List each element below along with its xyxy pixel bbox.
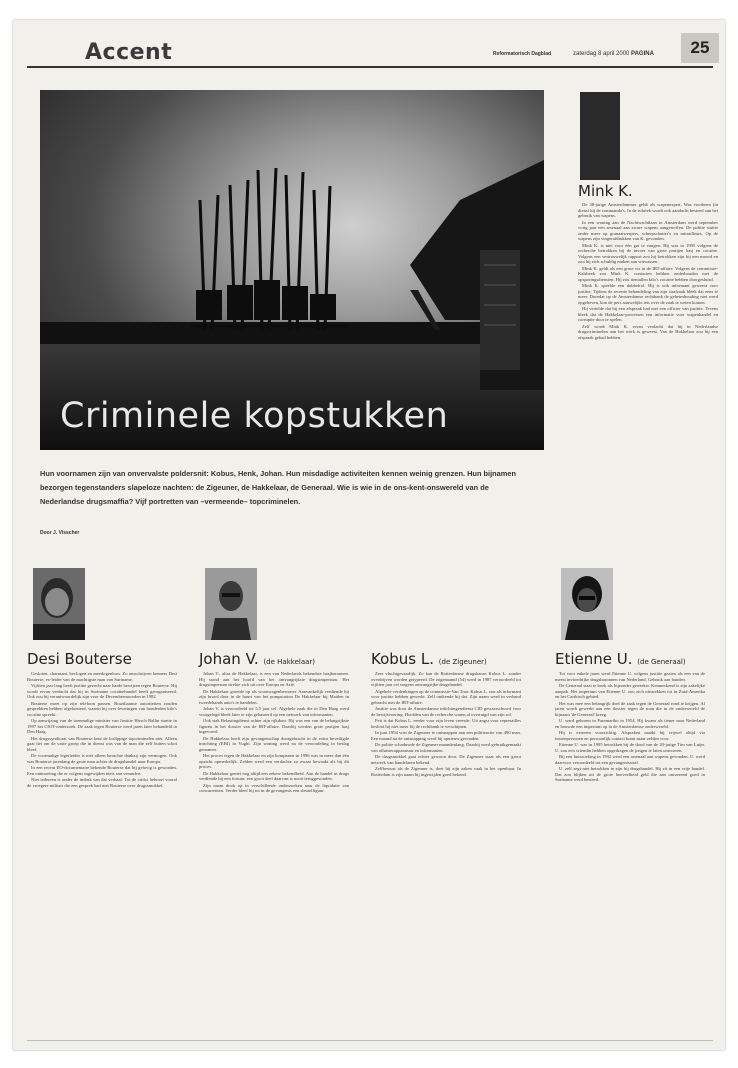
newspaper-name: Reformatorisch Dagblad: [493, 51, 552, 57]
profile-column: [199, 568, 349, 1026]
page-number: 25: [681, 33, 719, 63]
kobus-l-portrait: [377, 568, 429, 640]
profile-column: [27, 568, 177, 1026]
profile-column: [371, 568, 521, 1026]
profile-paragraph: Hij is extreem voorzichtig. Afspraken maakt hij vrijwel altijd via tussenpersonen en persoonlijk contact komt maar zelden voor.: [555, 730, 705, 741]
profile-name: [555, 650, 705, 668]
profile-paragraph: De voormalige legerleider is niet alleen beruchte dankzij zijn vermogen. Ook was Bouterse jarenlang de grote man achter de drugshandel naar Europa.: [27, 753, 177, 764]
profile-paragraph: U. zelf zegt niet betrokken te zijn bij drugshandel. Hij zit in een vrije handel. Dat zou blijken uit de grote hoeveelheid geld die aan onroerend goed in Suriname werd besteed.: [555, 766, 705, 782]
profile-body: [555, 671, 705, 1026]
profile-paragraph: Bouterse moet op zijn telefoon passen. Braziliaanse autoriteiten zouden gesprekken hebben afgeluisterd, waarin hij over leveringen van honderden kilo's cocaïne spreekt.: [27, 700, 177, 717]
profile-name-text: Johan V.: [199, 650, 259, 668]
profile-body: [199, 671, 349, 1026]
footer-rule: [27, 1040, 713, 1041]
profile-paragraph: Ook stak Belastingdienst achter zijn rijkdom. Hij was een van de belangrijkste figuren in het dossier van de IRT-affaire. Daarbij werden grote partijen hasj ingevoerd.: [199, 718, 349, 734]
profile-name-text: Desi Bouterse: [27, 650, 132, 668]
profile-paragraph: Het was mee een belangrijk doel de zaak tegen de Generaal rond te krijgen. Al jaren wordt gewerkt aan een dossier tegen de man die in de onderwereld de bijnaam 'de Generaal' kreeg.: [555, 700, 705, 717]
profile-paragraph: De Generaal staat te boek als bijzonder gewiekst. Kenmerkend is zijn zakelijke aanpak. Het imperium van Etienne U. zou zich uitstrekken tot in Zuid-Amerika en het Caribisch gebied.: [555, 683, 705, 699]
profile-body: [371, 671, 521, 1026]
section-title: Accent: [85, 40, 173, 65]
profile-paragraph: In een recent EO-documentaire bekende Bouterse dat hij gelovig is geworden. Een ontmoeting die er volgens ingewijden niets aan verandert.: [27, 765, 177, 776]
sidebar-paragraph: Zelf wordt Mink K. ervan verdacht dat hij in Nederlandse drugscriminelen aan het werk is geweest. Van de Hakkelaar zou hij een afspraak gehad hebben.: [578, 323, 718, 340]
profile-paragraph: Etienne U. was in 1995 betrokken bij de dood van de 20-jarige Tim van Luijn. U. zou een vriendin hebben opgedragen de jongen te laten ontvoeren.: [555, 742, 705, 753]
bouterse-portrait: [33, 568, 85, 640]
profile-paragraph: Het drugssyndicaat van Bouterse kent de loslippige topcriminelen niet. Alleen gaat het om de vaste groep die in dienst was van de man die zelf buiten schot bleef.: [27, 735, 177, 752]
etienne-u-portrait: [561, 568, 613, 640]
profile-name: [199, 650, 349, 668]
profile-paragraph: De drugsmokkel gaat echter gewoon door. De Zigeuner staat als een groot netwerk van handelaren bekend.: [371, 754, 521, 765]
profile-alias: (de Hakkelaar): [263, 658, 316, 666]
profile-paragraph: Feit is dat Kobus L. eerder voor zijn leven vreesde. Uit angst voor represailles besloot hij niet meer bij de rechtbank te verschijnen.: [371, 718, 521, 729]
hero-headline: Criminele kopstukken: [60, 396, 449, 436]
profile-paragraph: Johan V., alias de Hakkelaar, is een van Nederlands bekendste hasjbaronnen. Hij stond aan het hoofd van het omvangrijkste drugsimperium. Het drugsimperium strekte zich uit over Europa en Azië.: [199, 671, 349, 687]
sidebar-title: Mink K.: [578, 182, 633, 200]
profile-alias: (de Generaal): [637, 658, 686, 666]
profile-name-text: Etienne U.: [555, 650, 633, 668]
byline: Door J. Visscher: [40, 530, 80, 536]
profile-name: [371, 650, 521, 668]
profile-alias: (de Zigeuner): [438, 658, 487, 666]
mink-photo: [580, 92, 620, 180]
header-rule: [27, 66, 713, 68]
profile-paragraph: Vijftien jaar lang heeft justitie gezocht naar harde bewijzen tegen Bouterse. Hij wordt ervan verdacht dat hij in Suriname cocaïnehandel heeft georganiseerd. Ook zou hij verantwoordelijk zijn voor de Decembermoorden in 1982.: [27, 683, 177, 699]
sidebar-paragraph: De 38-jarige Amsterdammer geldt als wapenexpert. Was voorheen (in dienst bij de commando's. In de rubriek wordt ook aandacht besteed aan het gebruik van wapens.: [578, 202, 718, 218]
profile-column: [555, 568, 705, 1026]
profile-paragraph: De Hakkelaar heeft zijn gevangenschap doorgebracht in de extra beveiligde inrichting (EBI) in Vught. Zijn woning werd na de veroordeling in beslag genomen.: [199, 735, 349, 752]
sidebar-paragraph: In een woning aan de Nachtwachtlaan in Amsterdam werd september vorig jaar een arsenaal aan zware wapens aangetroffen. De politie stuitte onder meer op granaatwerpers, scherpschutter's en mitrailleurs. Op de wapens zijn vingerafdrukken van K. gevonden.: [578, 219, 718, 241]
page-date: [573, 51, 654, 57]
page-label: PAGINA: [631, 51, 654, 57]
intro-lead: Hun voornamen zijn van onvervalste poldersnit: Kobus, Henk, Johan. Hun misdadige activiteiten kennen weinig grenzen. Hun bijnamen bezorgen tegenstanders slapeloze nachten: de Zigeuner, de Hakkelaar, de Generaal. Wie is wie in de ons-kent-onswereld van de Nederlandse drugsmaffia? Vijf portretten van –vermeende– topcriminelen.: [40, 469, 516, 506]
sidebar-paragraph: Mink K. speelde een dubbelrol. Hij is ook informant geweest voor justitie. Tijdens de recente behandeling van zijn strafzaak bleek dat eens te meer. Doordat op de Amsterdamse rechtbank de geheimhouding niet werd opgeheven, kon de pers nauwelijks iets over de zaak te weten komen.: [578, 283, 718, 305]
profile-paragraph: Justitie was door de Amsterdamse inlichtingendienst CID gewaarschuwd voor de bewijsvoering. Hoofden van de recherche waren al overtuigd van zijn rol.: [371, 706, 521, 717]
hero-photo: [40, 90, 544, 450]
profile-paragraph: Johan V. is veroordeeld tot 5,5 jaar cel. Algehele zaak die in Den Haag werd voorgelegd bleek later te zijn gebaseerd op een netwerk van informanten.: [199, 706, 349, 717]
sidebar-paragraph: Hij vertelde dat hij een afspraak had met een officier van justitie. Tevens bleek dat de Hakkelaar-processen een informatie voor wapenhandel en corruptie door te spelen.: [578, 306, 718, 322]
profile-name-text: Kobus L.: [371, 650, 435, 668]
johan-v-portrait: [205, 568, 257, 640]
profile-paragraph: Het proces tegen de Hakkelaar en zijn kompanen in 1996 was in meer dan één opzicht opmerkelijk. Zelden werd een verdachte zo zwaar bewaakt als bij dit proces.: [199, 753, 349, 769]
date-text: zaterdag 8 april 2000: [573, 51, 630, 57]
profile-body: [27, 671, 177, 1026]
profile-name: [27, 650, 177, 668]
profile-paragraph: De Hakkelaar groeide op als woonwagenbewoner. Aanvankelijk verdiende hij zijn brood door in de buurt van het pompstation De Hakkelaar bij Maiden in tweedehands auto's te handelen.: [199, 688, 349, 705]
sidebar-paragraph: Mink K. is niet voor één gat te vangen. Hij was in 1995 volgens de recherche betrokken bij de invoer van grote partijen hasj en cocaïne. Volgens een vertrouwelijk rapport zou hij betrokken zijn bij een moord en zou hij zich schuldig maken aan witwassen.: [578, 242, 718, 264]
profile-paragraph: Niet iedereen is onder de indruk van dat verhaal. Tot de critici behoort vooral de vroegere militair die een gesprek had met Bouterse over drugssmokkel.: [27, 777, 177, 788]
profile-paragraph: Gesloten, charmant, bevlogen en meedogenloos. Zo omschrijven kenners Desi Bouterse, ex-leider van de machtigste man van Suriname.: [27, 671, 177, 682]
profile-paragraph: De politie schaduwde de Zigeuner maandenlang. Daarbij werd gebruikgemaakt van afluisterapparatuur en informanten.: [371, 742, 521, 753]
profile-paragraph: Tot voor enkele jaren werd Etienne U. volgens justitie gezien als een van de meest invloedrijke drugsbaronnen van Nederland. Gebruik aan banden.: [555, 671, 705, 682]
profile-paragraph: Op aanwijzing van de toenmalige minister van Justitie Hirsch Ballin startte in 1997 het CIOT-onderzoek. De zaak tegen Bouterse werd jaren later behandeld in Den Haag.: [27, 718, 177, 734]
profile-paragraph: Bij een huiszoeking in 1992 werd een arsenaal aan wapens gevonden. U. werd daarvoor veroordeeld tot een gevangenisstraf.: [555, 754, 705, 765]
sidebar-body: [578, 202, 718, 540]
profile-paragraph: Zelfbewust als de Zigeuner is, doet hij zijn zaken vaak in het openbaar. In Rotterdam is zijn naam bij ingewijden goed bekend.: [371, 766, 521, 777]
newspaper-page: [13, 20, 725, 1050]
profile-paragraph: In juni 1994 wist de Zigeuner te ontsnappen aan een politieactie van 490 man. Een maand na de ontsnapping werd hij opnieuw gevonden.: [371, 730, 521, 741]
profile-paragraph: U. werd geboren in Paramaribo in 1954. Hij kwam als tiener naar Nederland en bouwde een imperium op in de Amsterdamse onderwereld.: [555, 718, 705, 729]
profile-paragraph: Algehele verdenkingen op de commissie-Van Traa: Kobus L. zou als informant voor justitie hebben gewerkt. Zelf ontkende hij dat. Zijn naam werd in verband gebracht met de IRT-affaire.: [371, 688, 521, 705]
profile-paragraph: Zeer vluchtgevaarlijk. Zo kan de Rotterdamse drugsbaron Kobus L. zonder overdrijven worden getypeerd. De zogenaamd (54) werd in 1987 veroordeeld tot vijftien jaar cel wegens omvangrijke drugshandel.: [371, 671, 521, 687]
profile-paragraph: Zijn naam dook op in verschillende onderzoeken naar de liquidatie van concurrenten. Verder bleef hij tot in de gevangenis een sleutelfiguur.: [199, 782, 349, 793]
sidebar-paragraph: Mink K. geldt als een grote vis in de IRT-affaire. Volgens de commissie-Kalsbeek zou Mink K. contacten hebben onderhouden met de opsporingsdiensten. Hij zou tientallen kilo's cocaïne hebben doorgesluisd.: [578, 265, 718, 282]
profile-paragraph: De Hakkelaar geniet nog altijd een zekere bekendheid. Aan de handel in drugs verdiende hij een fortuin; een groot deel daarvan is nooit teruggevonden.: [199, 770, 349, 781]
